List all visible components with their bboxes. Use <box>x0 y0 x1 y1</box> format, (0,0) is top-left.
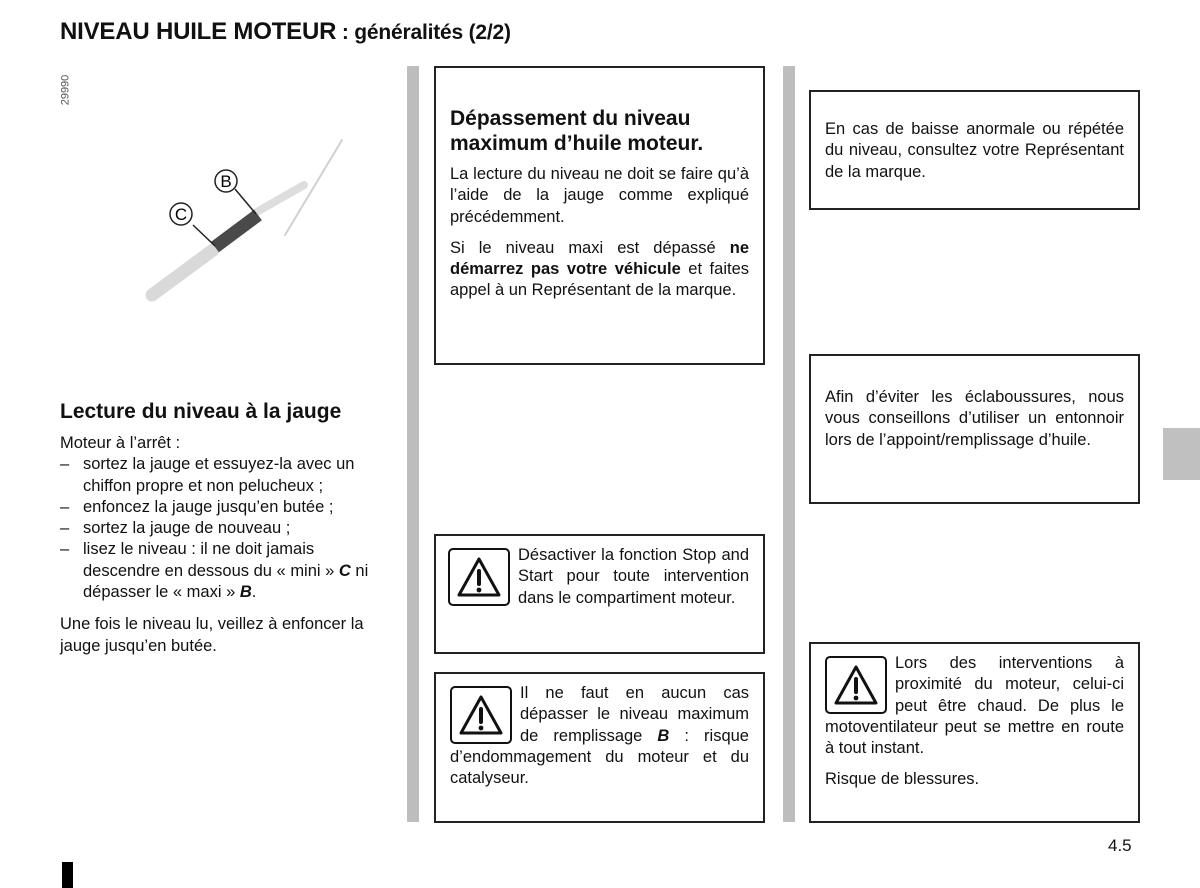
stop-start-warning-box: Désactiver la fonction Stop and Start pour toute intervention dans le compartiment moteur. <box>434 534 765 654</box>
moteur-chaud-warning-box: Lors des interventions à proximité du moteur, celui-ci peut être chaud. De plus le motoventilateur peut se mettre en route à tout instant. Risque de blessures. <box>809 642 1140 823</box>
label-b <box>215 170 237 192</box>
list-item: – enfoncez la jauge jusqu’en butée ; <box>60 497 392 518</box>
niveau-maximum-warning-box: Il ne faut en aucun cas dépasser le niveau maximum de remplissage B : risque d’endommagement du moteur et du catalyseur. <box>434 672 765 823</box>
page-title <box>60 18 511 46</box>
lecture-text <box>60 433 392 657</box>
page-mark <box>62 862 73 888</box>
svg-text:B: B <box>220 172 232 191</box>
column-divider <box>783 66 795 822</box>
column-divider <box>407 66 419 822</box>
list-item: – sortez la jauge et essuyez-la avec un chiffon propre et non pelucheux ; <box>60 454 392 497</box>
title-subtitle: : généralités (2/2) <box>336 21 511 44</box>
image-reference: 29990 <box>59 74 72 106</box>
page-number: 4.5 <box>1108 836 1132 855</box>
label-c <box>170 203 192 225</box>
depassement-heading: Dépassement du niveau maximum d’huile moteur. <box>450 107 704 155</box>
lecture-outro: Une fois le niveau lu, veillez à enfoncer la jauge jusqu’en butée. <box>60 615 364 655</box>
dipstick-illustration <box>130 135 360 315</box>
lecture-intro: Moteur à l’arrêt : <box>60 434 181 452</box>
chapter-tab <box>1163 428 1200 480</box>
dipstick-level-zone <box>215 215 258 247</box>
baisse-note-box: En cas de baisse anormale ou répétée du niveau, consultez votre Représentant de la marque. <box>809 90 1140 210</box>
depassement-box <box>434 66 765 365</box>
title-main: NIVEAU HUILE MOTEUR <box>60 18 337 45</box>
list-item: – lisez le niveau : il ne doit jamais descendre en dessous du « mini » C ni dépasser le « maxi » B. <box>60 539 392 603</box>
entonnoir-note-box: Afin d’éviter les éclaboussures, nous vous conseillons d’utiliser un entonnoir lors de l’appoint/remplissage d’huile. <box>809 354 1140 504</box>
lecture-steps <box>60 454 392 603</box>
depassement-paragraph: La lecture du niveau ne doit se faire qu’à l’aide de la jauge comme expliqué précédemment. <box>450 165 749 226</box>
list-item: – sortez la jauge de nouveau ; <box>60 518 392 539</box>
warning-triangle-icon <box>825 656 887 714</box>
svg-text:C: C <box>174 205 188 224</box>
warning-triangle-icon <box>448 548 510 606</box>
warning-triangle-icon <box>450 686 512 744</box>
section-heading: Lecture du niveau à la jauge <box>60 400 342 423</box>
depassement-paragraph: Si le niveau maxi est dépassé ne démarrez pas votre véhicule et faites appel à un Représentant de la marque. <box>450 238 749 300</box>
